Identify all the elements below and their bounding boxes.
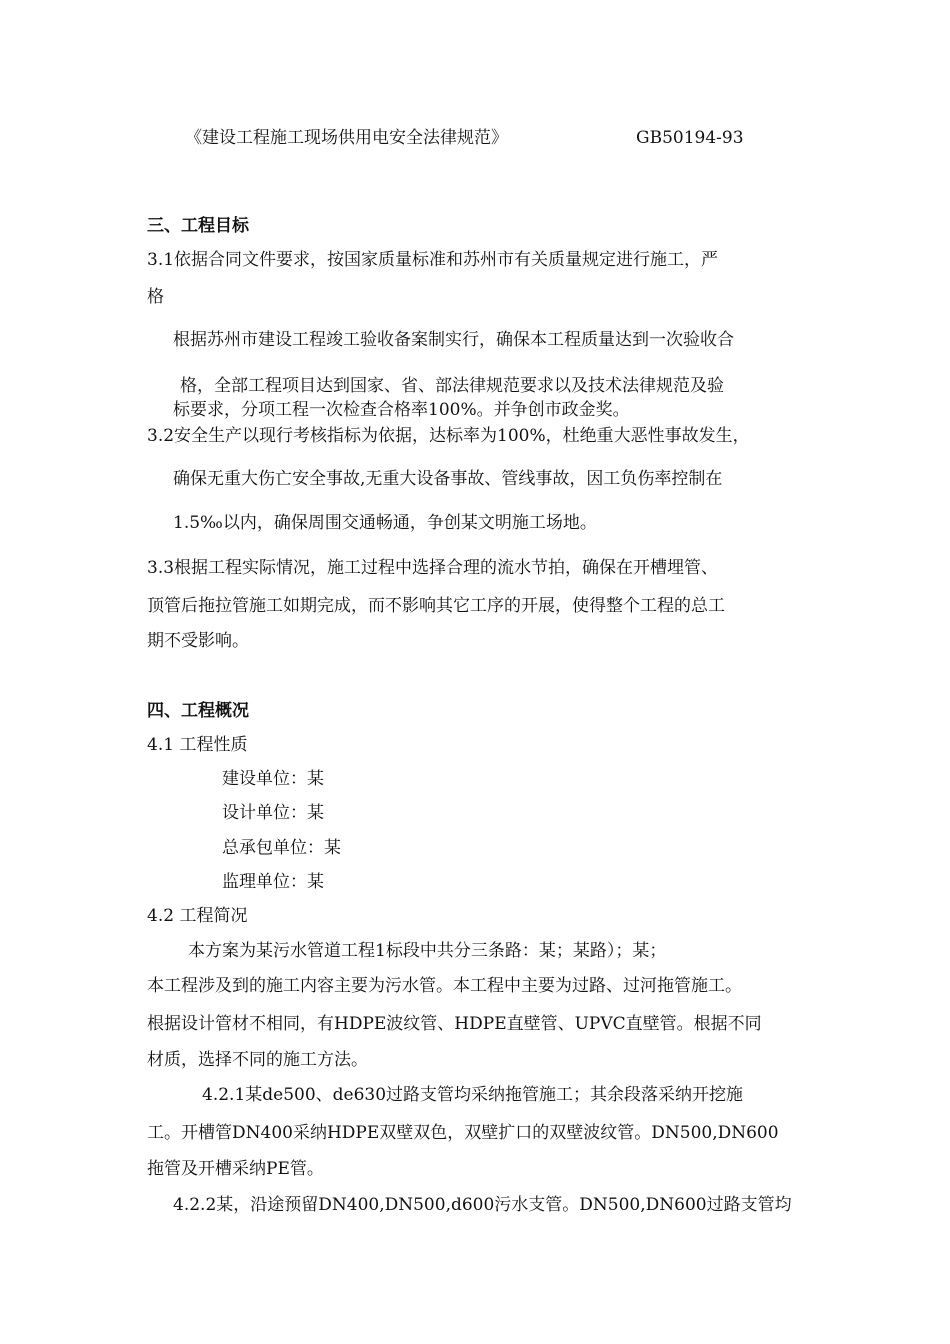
paragraph-line: 格，全部工程项目达到国家、省、部法律规范要求以及技术法律规范及验 bbox=[180, 376, 724, 396]
paragraph-line: 4.2.2某，沿途预留DN400,DN500,d600污水支管。DN500,DN600过路支管均 bbox=[173, 1195, 792, 1215]
reference-title: 《建设工程施工现场供用电安全法律规范》 bbox=[185, 128, 508, 148]
paragraph-line: 根据苏州市建设工程竣工验收备案制实行，确保本工程质量达到一次验收合 bbox=[173, 330, 734, 350]
paragraph-line: 3.3根据工程实际情况，施工过程中选择合理的流水节拍，确保在开槽埋管、 bbox=[147, 558, 719, 578]
unit-line: 设计单位：某 bbox=[222, 803, 324, 823]
paragraph-line: 材质，选择不同的施工方法。 bbox=[147, 1050, 368, 1070]
unit-line: 总承包单位：某 bbox=[222, 838, 341, 858]
paragraph-line: 拖管及开槽采纳PE管。 bbox=[147, 1159, 324, 1179]
paragraph-line: 3.2安全生产以现行考核指标为依据，达标率为100%，杜绝重大恶性事故发生， bbox=[147, 426, 750, 446]
paragraph-line: 格 bbox=[147, 287, 164, 307]
paragraph-line: 顶管后拖拉管施工如期完成，而不影响其它工序的开展，使得整个工程的总工 bbox=[147, 596, 725, 616]
paragraph-line: 本工程涉及到的施工内容主要为污水管。本工程中主要为过路、过河拖管施工。 bbox=[147, 976, 742, 996]
unit-line: 监理单位：某 bbox=[222, 872, 324, 892]
reference-code: GB50194-93 bbox=[636, 128, 744, 148]
unit-line: 建设单位：某 bbox=[222, 769, 324, 789]
paragraph-line: 工。开槽管DN400采纳HDPE双壁双色，双壁扩口的双壁波纹管。DN500,DN600 bbox=[147, 1123, 779, 1143]
subsection-title: 4.2 工程简况 bbox=[147, 906, 248, 926]
paragraph-line: 标要求，分项工程一次检查合格率100%。并争创市政金奖。 bbox=[173, 400, 630, 420]
paragraph-line: 期不受影响。 bbox=[147, 631, 249, 651]
paragraph-line: 3.1依据合同文件要求，按国家质量标准和苏州市有关质量规定进行施工，严 bbox=[147, 250, 719, 270]
section-heading-goals: 三、工程目标 bbox=[147, 216, 249, 236]
subsection-title: 4.1 工程性质 bbox=[147, 735, 248, 755]
section-heading-overview: 四、工程概况 bbox=[147, 701, 249, 721]
paragraph-line: 4.2.1某de500、de630过路支管均采纳拖管施工；其余段落采纳开挖施 bbox=[202, 1085, 744, 1105]
paragraph-line: 1.5‰以内，确保周围交通畅通，争创某文明施工场地。 bbox=[173, 513, 597, 533]
paragraph-line: 确保无重大伤亡安全事故,无重大设备事故、管线事故，因工负伤率控制在 bbox=[173, 469, 723, 489]
paragraph-line: 根据设计管材不相同，有HDPE波纹管、HDPE直壁管、UPVC直壁管。根据不同 bbox=[147, 1014, 762, 1034]
paragraph-line: 本方案为某污水管道工程1标段中共分三条路：某；某路）；某； bbox=[188, 941, 667, 961]
